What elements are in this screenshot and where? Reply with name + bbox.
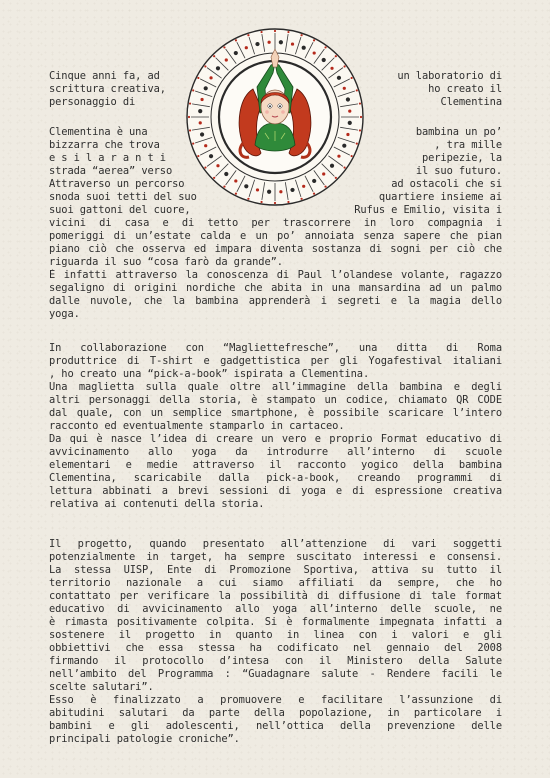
ring-dot (204, 144, 207, 147)
ring-tip (204, 166, 206, 168)
ring-dot (302, 185, 305, 188)
text-line: È infatti attraverso la conoscenza di Paul l’olandese volante, ragazzo (49, 269, 502, 281)
text-line: snoda suoi tetti del suo (49, 191, 197, 203)
text-line: Clementina è una (49, 126, 148, 138)
ring-tip (197, 155, 199, 157)
ring-dot (198, 109, 202, 113)
ring-tip (351, 77, 353, 79)
text-line: relativa ai contenuti della storia. (49, 498, 265, 510)
ring-dot (279, 190, 282, 193)
text-line: Da qui è nasce l’idea di creare un vero e proprio Format educativo di (49, 433, 502, 445)
ring-tip (300, 34, 302, 36)
ring-dot (312, 179, 316, 183)
ring-tip (287, 31, 289, 33)
text-line: dal quale, con un semplice smartphone, è possibile scaricare l’intero (49, 407, 502, 419)
ring-dot (348, 121, 352, 125)
ring-tip (356, 142, 358, 144)
ring-dot (199, 121, 202, 124)
text-line: racconto ed eventualmente stamparlo in cartaceo. (49, 420, 345, 432)
ring-tip (343, 166, 345, 168)
text-line: un laboratorio di (397, 70, 502, 82)
ring-dot (343, 87, 346, 90)
text-line: educativo di avvicinamento allo yoga all’interno delle scuole, ne (49, 603, 502, 615)
ring-dot (322, 58, 326, 62)
ring-tip (213, 55, 215, 57)
ring-tip (213, 177, 215, 179)
ring-tip (351, 155, 353, 157)
ring-dot (200, 132, 204, 136)
text-line: suoi gattoni del cuore, (49, 204, 191, 216)
text-line: personaggio di (49, 96, 136, 108)
text-line: lettura abbinati a brevi sessioni di yoga e di espressione creativa (49, 485, 502, 497)
ring-tip (204, 65, 206, 67)
ring-dot (256, 188, 259, 191)
ring-dot (200, 98, 203, 101)
text-line: ho creato il (428, 83, 502, 95)
ring-dot (291, 42, 294, 45)
text-line: Cinque anni fa, ad (49, 70, 160, 82)
text-line: bambini e gli adolescenti, nell’ottica della prevenzione delle (49, 720, 502, 732)
ring-tip (235, 193, 237, 195)
ring-tip (223, 46, 225, 48)
text-line: Attraverso un percorso (49, 178, 185, 190)
ring-dot (209, 76, 212, 79)
text-line: scrittura creativa, (49, 83, 166, 95)
ring-tip (274, 30, 276, 32)
ring-dot (330, 67, 333, 70)
ring-dot (342, 144, 346, 148)
ring-dot (268, 41, 271, 44)
text-line: Rufus e Emilio, visita i (354, 204, 502, 216)
ring-tip (247, 198, 249, 200)
project-paragraph (49, 538, 502, 746)
ring-tip (247, 34, 249, 36)
text-line: Il progetto, quando presentato all’attenzione di vari soggetti (49, 538, 502, 550)
ring-tip (260, 201, 262, 203)
ring-dot (348, 110, 351, 113)
text-line: bambina un po’ (415, 126, 502, 138)
ring-tip (300, 198, 302, 200)
ring-dot (346, 133, 349, 136)
ring-dot (322, 172, 325, 175)
ring-dot (337, 155, 340, 158)
text-line: sostenere il progetto in quanto in linea con i valori e gli (49, 629, 502, 641)
ring-tip (189, 102, 191, 104)
ring-tip (324, 46, 326, 48)
ring-tip (359, 129, 361, 131)
ring-dot (224, 172, 228, 176)
ring-tip (313, 39, 315, 41)
text-line: strada “aerea” verso (49, 165, 173, 177)
text-line: La stessa UISP, Ente di Promozione Sportiva, attiva su tutto il (49, 564, 502, 576)
ring-dot (209, 154, 213, 158)
ring-tip (360, 116, 362, 118)
text-line: potenzialmente in target, ha sempre suscitato interessi e consensi. (49, 551, 502, 563)
ring-tip (274, 202, 276, 204)
text-line: elementari e medie attraverso il racconto yogico della bambina (49, 459, 502, 471)
ring-dot (290, 188, 294, 192)
text-line: , tra mille (434, 139, 502, 151)
ring-dot (313, 51, 316, 54)
collaboration-paragraph (49, 342, 502, 511)
text-line: pomeriggi di un’estate calda e un po’ annoiata senza sapere che pian (49, 230, 502, 242)
ring-dot (216, 164, 219, 167)
ring-tip (356, 89, 358, 91)
ring-tip (313, 193, 315, 195)
ring-tip (335, 55, 337, 57)
text-line: segaligno di origini nordiche che abita in una mansardina ad un palmo (49, 282, 502, 294)
ring-dot (234, 51, 238, 55)
ring-dot (337, 76, 341, 80)
text-line: In collaborazione con “Magliettefresche”, una ditta di Roma (49, 342, 502, 354)
text-line: abitudini salutari da parte della popolazione, in particolare i (49, 707, 502, 719)
ring-dot (204, 86, 208, 90)
ring-dot (346, 97, 350, 101)
text-line: contattato per verificare la possibilità di diffusione di tale format (49, 590, 502, 602)
text-line: avvicinamento allo yoga da introdurre all’interno di scuole (49, 446, 502, 458)
text-line: nell’ambito del Programma : “Guadagnare salute - Rendere facili le (49, 668, 502, 680)
ring-dot (267, 190, 271, 194)
ring-dot (244, 184, 248, 188)
ring-tip (287, 201, 289, 203)
ring-dot (216, 66, 220, 70)
text-line: riguarda il suo “cosa farò da grande”. (49, 256, 283, 268)
ring-tip (260, 31, 262, 33)
ring-dot (245, 46, 248, 49)
ring-tip (324, 185, 326, 187)
ring-tip (343, 65, 345, 67)
text-line: piano ciò che osserva ed impara diventa sostanza di sogni per ciò che (49, 243, 502, 255)
ring-tip (359, 102, 361, 104)
text-line: territorio nazionale a cui siamo affiliati da sempre, che ho (49, 577, 502, 589)
ring-tip (192, 89, 194, 91)
clementina-emblem-illustration (185, 27, 365, 207)
text-line: peripezie, la (421, 152, 502, 164)
text-line: Clementina (440, 96, 502, 108)
ring-dot (302, 46, 306, 50)
ring-tip (335, 177, 337, 179)
text-line: è rimasta positivamente colpita. Si è formalmente impegnata infatti a (49, 616, 502, 628)
text-line: bizzarra che trova (49, 139, 160, 151)
text-line: scelte salutari”. (49, 681, 154, 693)
text-line: Clementina, scaricabile dalla pick-a-book, creando programmi di (49, 472, 502, 484)
ring-dot (225, 58, 228, 61)
ring-tip (223, 185, 225, 187)
text-line: e s i l a r a n t i (49, 152, 166, 164)
text-line: yoga. (49, 308, 80, 320)
text-line: ad ostacoli che si (391, 178, 502, 190)
ring-tip (189, 129, 191, 131)
text-line: produttrice di T-shirt e gadgettistica per gli Yogafestival italiani (49, 355, 502, 367)
text-line: il suo futuro. (415, 165, 502, 177)
text-line: vicini di casa e di tetto per trascorrere in loro compagnia i (49, 217, 502, 229)
text-line: dalle nuvole, che la bambina apprenderà i segreti e la magia dello (49, 295, 502, 307)
text-line: Esso è finalizzato a promuovere e facilitare l’assunzione di (49, 694, 502, 706)
text-line: , ho creato una “pick-a-book” ispirata a Clementina. (49, 368, 370, 380)
ring-dot (279, 40, 283, 44)
ring-tip (197, 77, 199, 79)
text-line: principali patologie croniche”. (49, 733, 240, 745)
text-line: quartiere insieme ai (378, 191, 502, 203)
ring-dot (330, 164, 334, 168)
text-line: obbiettivi che essa stessa ha codificato nel gennaio del 2008 (49, 642, 502, 654)
ring-dot (234, 179, 237, 182)
text-line: altri personaggi della storia, è stampato un codice, chiamato QR CODE (49, 394, 502, 406)
ring-tip (235, 39, 237, 41)
ring-tip (188, 116, 190, 118)
ring-tip (192, 142, 194, 144)
ring-dot (255, 42, 259, 46)
text-line: firmando il protocollo d’intesa con il Ministero della Salute (49, 655, 502, 667)
text-line: Una maglietta sulla quale oltre all’immagine della bambina e degli (49, 381, 502, 393)
